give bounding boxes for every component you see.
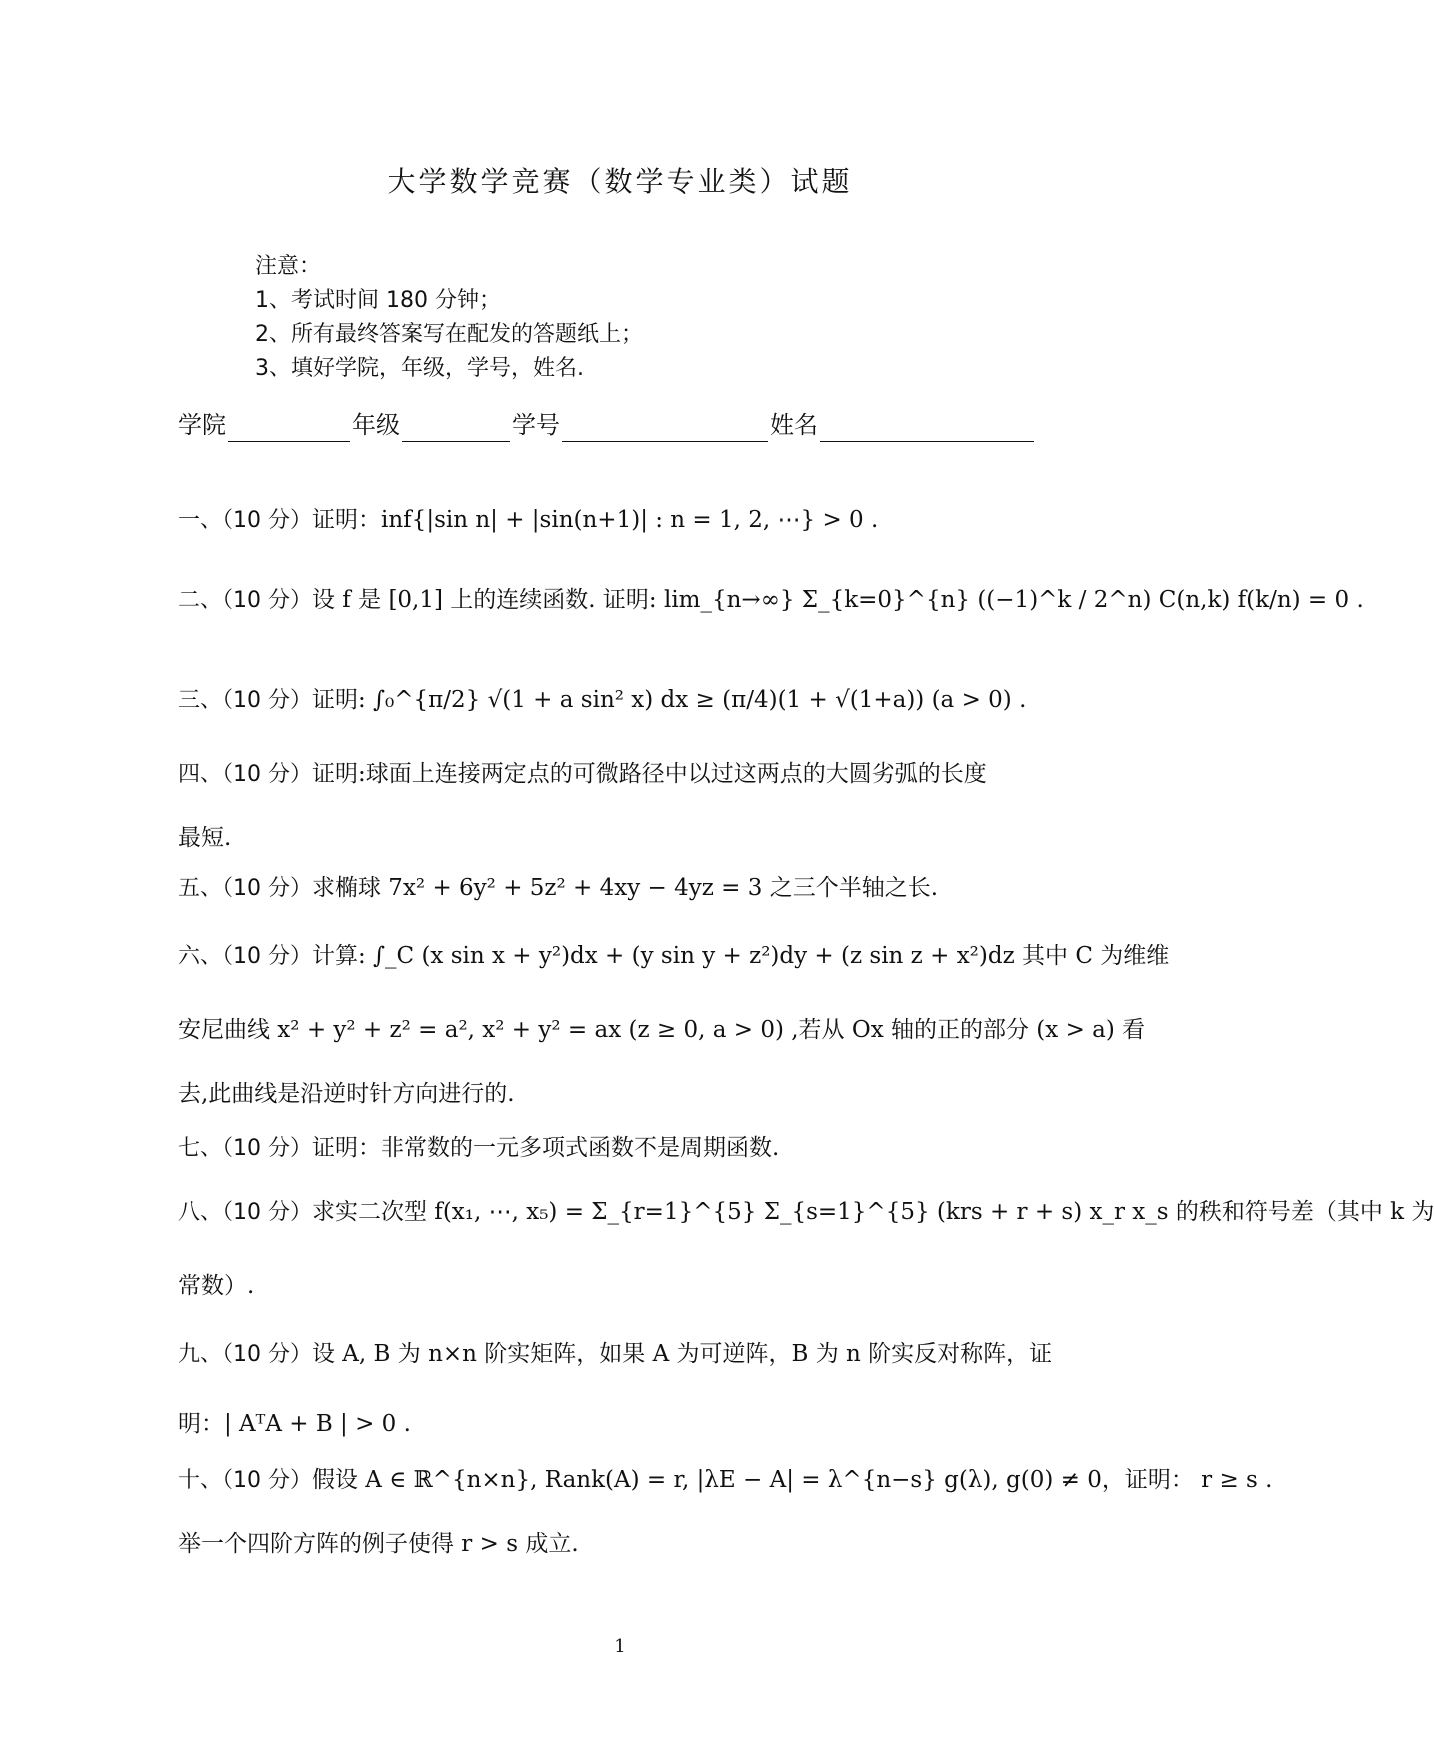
question-text: 最短. (178, 825, 232, 851)
question-text: 举一个四阶方阵的例子使得 r > s 成立. (178, 1531, 579, 1557)
question-head: 十、（10 分） (178, 1468, 312, 1493)
question-text: 证明：inf{|sin n| + |sin(n+1)| : n = 1, 2, ⋯} > 0 . (312, 507, 879, 533)
notice-item: 1、考试时间 180 分钟； (255, 288, 501, 313)
question-text: 常数）. (178, 1273, 255, 1299)
name-blank[interactable] (820, 415, 1034, 442)
question-head: 九、（10 分） (178, 1342, 312, 1367)
student-id-blank[interactable] (562, 415, 768, 442)
notice-item: 2、所有最终答案写在配发的答题纸上； (255, 322, 643, 347)
question-head: 三、（10 分） (178, 688, 312, 713)
question-text: 明：| AᵀA + B | > 0 . (178, 1411, 411, 1437)
question-8 (178, 1180, 1434, 1318)
question-text: 去,此曲线是沿逆时针方向进行的. (178, 1081, 515, 1107)
question-text: 设 A, B 为 n×n 阶实矩阵，如果 A 为可逆阵，B 为 n 阶实反对称阵，证 (312, 1341, 1053, 1367)
question-head: 六、（10 分） (178, 944, 312, 969)
question-head: 五、（10 分） (178, 876, 312, 901)
student-info-row (178, 408, 1058, 442)
name-label: 姓名 (770, 411, 818, 439)
notice-heading: 注意： (255, 254, 322, 279)
question-text: 安尼曲线 x² + y² + z² = a², x² + y² = ax (z ≥ 0, a > 0) ,若从 Ox 轴的正的部分 (x > a) 看 (178, 1017, 1146, 1043)
notice-block (255, 250, 643, 386)
question-2 (178, 568, 1364, 632)
question-text: 假设 A ∈ ℝ^{n×n}, Rank(A) = r, |λE − A| = λ^{n−s} g(λ), g(0) ≠ 0，证明： r ≥ s . (312, 1467, 1273, 1493)
question-4 (178, 742, 1068, 870)
question-text: 设 f 是 [0,1] 上的连续函数. 证明: lim_{n→∞} Σ_{k=0}^{n} ((−1)^k / 2^n) C(n,k) f(k/n) = 0 . (312, 587, 1364, 613)
college-label: 学院 (178, 411, 226, 439)
question-7 (178, 1116, 1068, 1180)
student-id-label: 学号 (512, 411, 560, 439)
question-head: 一、（10 分） (178, 508, 312, 533)
question-text: 证明: ∫₀^{π/2} √(1 + a sin² x) dx ≥ (π/4)(1 + √(1+a)) (a > 0) . (312, 687, 1027, 713)
question-6 (178, 924, 1170, 1126)
question-text: 计算: ∫_C (x sin x + y²)dx + (y sin y + z²)dy + (z sin z + x²)dz 其中 C 为维维 (312, 943, 1170, 969)
question-text: 证明:球面上连接两定点的可微路径中以过这两点的大圆劣弧的长度 (312, 761, 987, 787)
question-3 (178, 668, 1068, 732)
question-text: 证明：非常数的一元多项式函数不是周期函数. (312, 1135, 780, 1161)
question-head: 四、（10 分） (178, 762, 312, 787)
question-text: 求实二次型 f(x₁, ⋯, x₅) = Σ_{r=1}^{5} Σ_{s=1}^{5} (krs + r + s) x_r x_s 的秩和符号差（其中 k 为 (312, 1199, 1434, 1225)
question-9 (178, 1322, 1068, 1456)
grade-label: 年级 (352, 411, 400, 439)
question-1 (178, 488, 1068, 552)
college-blank[interactable] (228, 415, 350, 442)
page-title: 大学数学竞赛（数学专业类）试题 (387, 165, 853, 198)
question-10 (178, 1448, 1273, 1576)
question-5 (178, 856, 1068, 920)
question-head: 八、（10 分） (178, 1200, 312, 1225)
question-text: 求椭球 7x² + 6y² + 5z² + 4xy − 4yz = 3 之三个半轴之长. (312, 875, 939, 901)
page-number: 1 (614, 1636, 626, 1657)
grade-blank[interactable] (402, 415, 510, 442)
question-head: 七、（10 分） (178, 1136, 312, 1161)
notice-item: 3、填好学院，年级，学号，姓名. (255, 356, 584, 381)
question-head: 二、（10 分） (178, 588, 312, 613)
